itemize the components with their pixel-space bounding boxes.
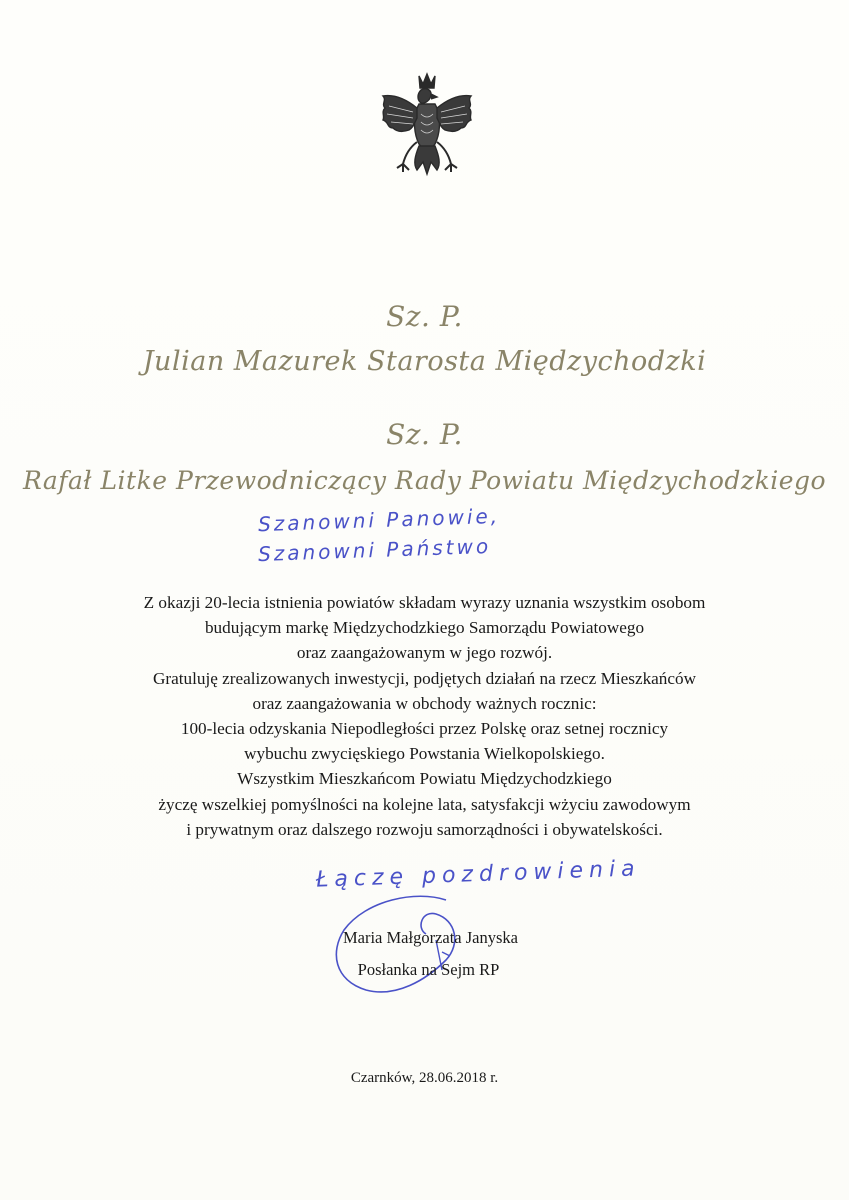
body-line: oraz zaangażowanym w jego rozwój.	[296, 643, 553, 663]
handwritten-closing: Łączę pozdrowienia	[315, 856, 641, 893]
body-line: oraz zaangażowania w obchody ważnych rocznic:	[252, 693, 597, 713]
addressee-1: Julian Mazurek Starosta Międzychodzki	[142, 346, 707, 377]
body-line: Gratuluję zrealizowanych inwestycji, podjętych działań na rzecz Mieszkańców	[152, 668, 697, 688]
salutation-1: Sz. P.	[386, 300, 463, 333]
body-line: Wszystkim Mieszkańcom Powiatu Międzychodzkiego	[237, 769, 612, 789]
body-line: wybuchu zwycięskiego Powstania Wielkopolskiego.	[244, 744, 605, 764]
body-line: i prywatnym oraz dalszego rozwoju samorządności i obywatelskości.	[186, 819, 663, 839]
signatory-name: Maria Małgorzata Janyska	[342, 928, 518, 947]
handwritten-greeting-1: Szanowni Panowie,	[257, 503, 501, 537]
letter-body	[60, 590, 789, 842]
polish-eagle-emblem-icon	[373, 70, 481, 188]
addressee-2: Rafał Litke Przewodniczący Rady Powiatu Międzychodzkiego	[22, 466, 827, 495]
body-line: życzę wszelkiej pomyślności na kolejne lata, satysfakcji wżyciu zawodowym	[158, 794, 691, 814]
body-line: budującym markę Międzychodzkiego Samorządu Powiatowego	[204, 618, 645, 638]
handwritten-signature-icon	[326, 880, 476, 1020]
salutation-2: Sz. P.	[386, 418, 463, 451]
handwritten-greeting-2: Szanowni Państwo	[257, 533, 492, 567]
signatory-title: Posłanka na Sejm RP	[357, 960, 500, 979]
body-line: Z okazji 20-lecia istnienia powiatów składam wyrazy uznania wszystkim osobom	[143, 593, 706, 612]
body-line: 100-lecia odzyskania Niepodległości przez Polskę oraz setnej rocznicy	[180, 719, 669, 739]
place-date: Czarnków, 28.06.2018 r.	[350, 1070, 499, 1086]
